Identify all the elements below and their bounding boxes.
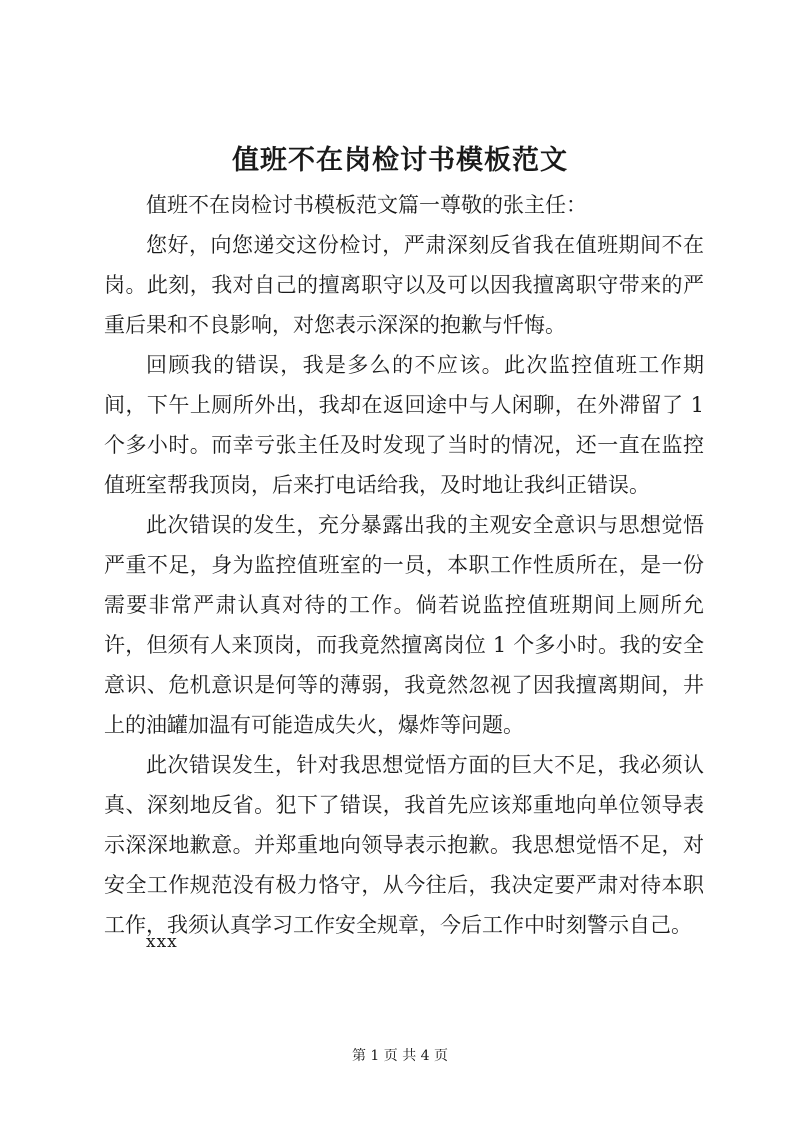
page-number-footer: 第 1 页 共 4 页 — [351, 1048, 449, 1064]
paragraph-2: 回顾我的错误，我是多么的不应该。此次监控值班工作期间，下午上厕所外出，我却在返回途中与人闲聊，在外滞留了 1 个多小时。而幸亏张主任及时发现了当时的情况，还一直在监控值班室帮我顶岗，后来打电话给我，及时地让我纠正错误。 — [104, 353, 704, 497]
signature: xxx — [146, 932, 178, 952]
paragraph-4: 此次错误发生，针对我思想觉悟方面的巨大不足，我必须认真、深刻地反省。犯下了错误，我首先应该郑重地向单位领导表示深深地歉意。并郑重地向领导表示抱歉。我思想觉悟不足，对安全工作规范没有极力恪守，从今往后，我决定要严肃对待本职工作，我须认真学习工作安全规章，今后工作中时刻警示自己。 — [104, 753, 704, 937]
document-body — [104, 185, 704, 945]
paragraph-salutation: 值班不在岗检讨书模板范文篇一尊敬的张主任： — [146, 193, 587, 217]
paragraph-1: 您好，向您递交这份检讨，严肃深刻反省我在值班期间不在岗。此刻，我对自己的擅离职守以及可以因我擅离职守带来的严重后果和不良影响，对您表示深深的抱歉与忏悔。 — [104, 233, 704, 337]
document-title: 值班不在岗检讨书模板范文 — [232, 145, 568, 176]
paragraph-3: 此次错误的发生，充分暴露出我的主观安全意识与思想觉悟严重不足，身为监控值班室的一员，本职工作性质所在，是一份需要非常严肃认真对待的工作。倘若说监控值班期间上厕所允许，但须有人来顶岗，而我竟然擅离岗位 1 个多小时。我的安全意识、危机意识是何等的薄弱，我竟然忽视了因我擅离期间，井上的油罐加温有可能造成失火，爆炸等问题。 — [104, 513, 704, 737]
